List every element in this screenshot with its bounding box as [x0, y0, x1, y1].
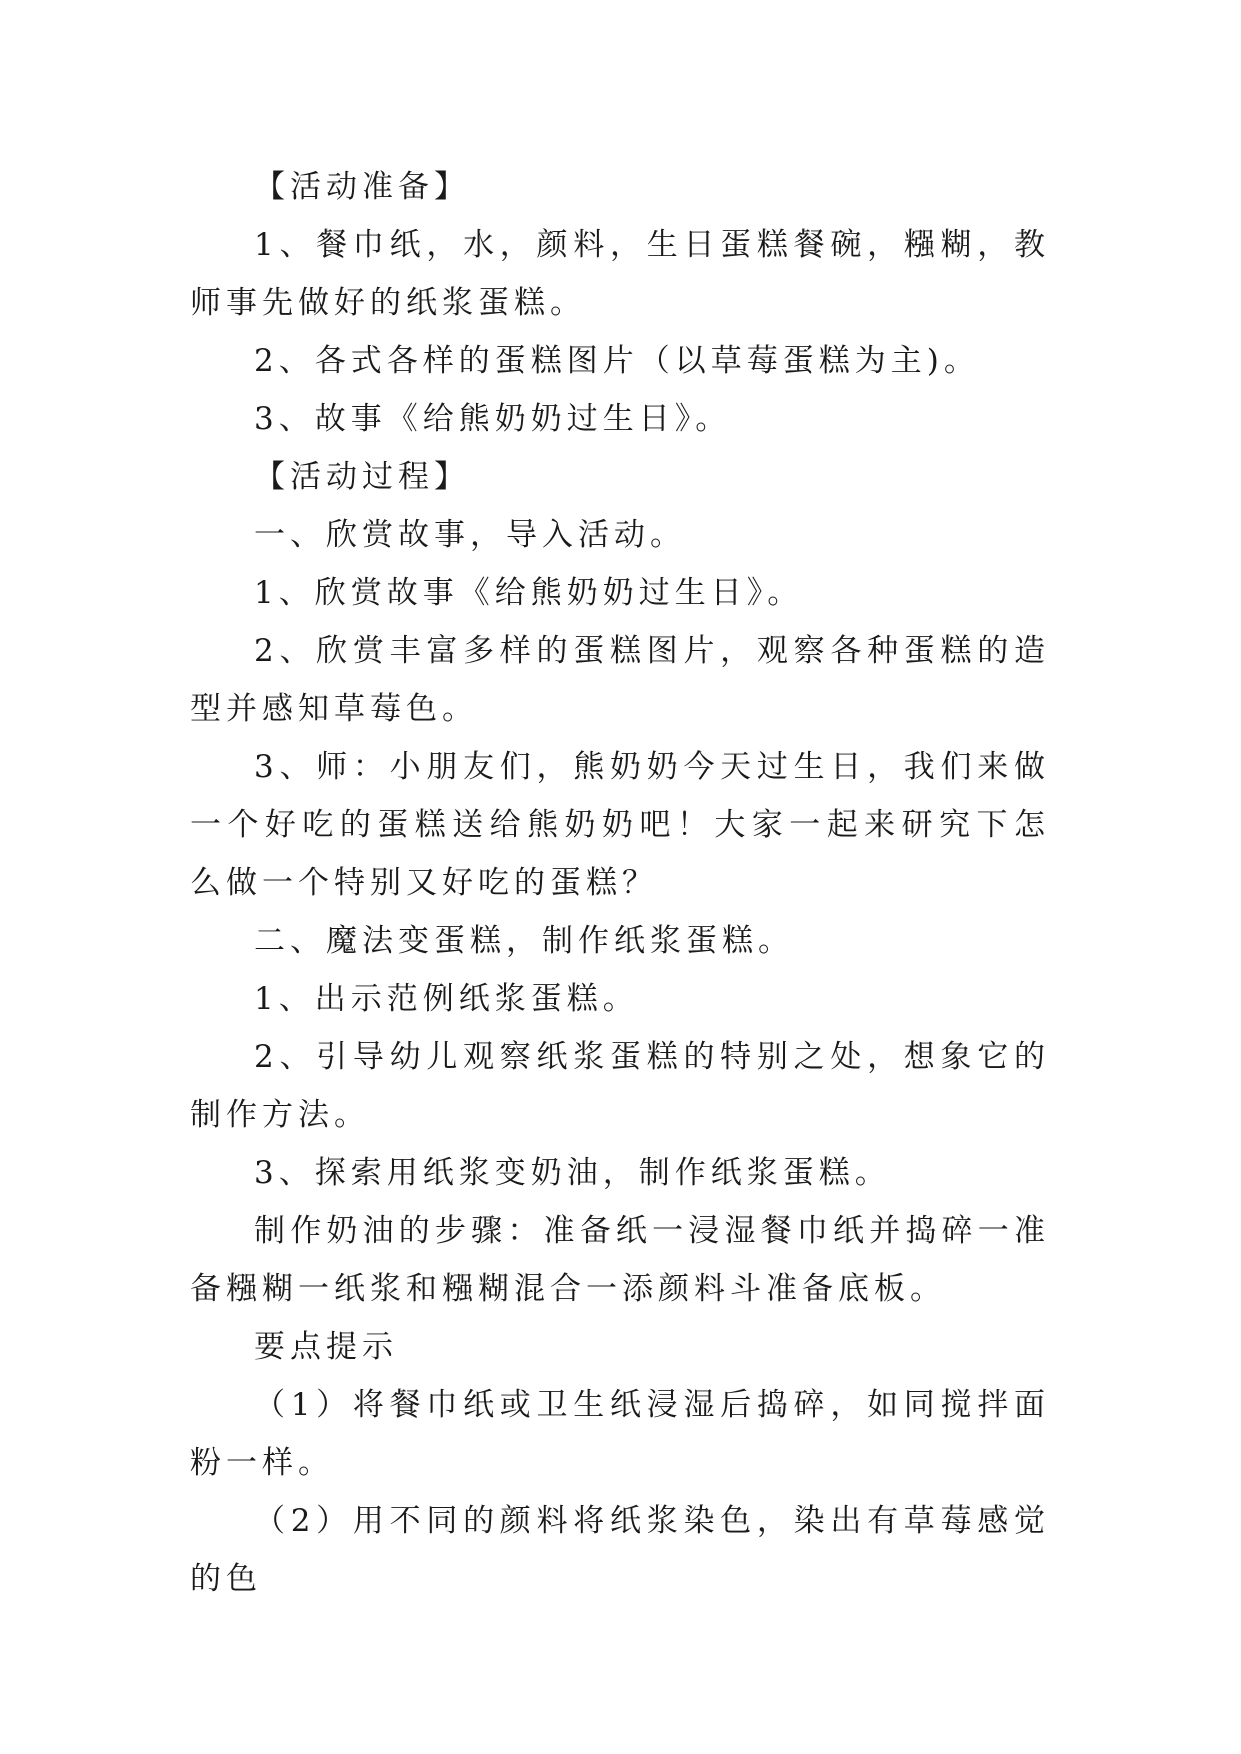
paragraph-step-two-title: 二、魔法变蛋糕，制作纸浆蛋糕。: [254, 923, 794, 959]
section-heading-preparation: 【活动准备】: [254, 169, 470, 205]
paragraph-step-one-title: 一、欣赏故事，导入活动。: [254, 517, 686, 553]
paragraph-prep-3: 3、故事《给熊奶奶过生日》。: [254, 401, 732, 437]
section-heading-process: 【活动过程】: [254, 459, 470, 495]
paragraph-key-points-heading: 要点提示: [254, 1329, 398, 1365]
paragraph-key-point-1: （1）将餐巾纸或卫生纸浸湿后捣碎，如同搅拌面粉一样。: [190, 1387, 1050, 1481]
paragraph-cream-steps: 制作奶油的步骤：准备纸一浸湿餐巾纸并捣碎一准备糨糊一纸浆和糨糊混合一添颜料斗准备底板。: [190, 1213, 1050, 1307]
paragraph-key-point-2: （2）用不同的颜料将纸浆染色，染出有草莓感觉的色: [190, 1503, 1050, 1597]
paragraph-step-one-1: 1、欣赏故事《给熊奶奶过生日》。: [254, 575, 804, 611]
paragraph-step-one-2: 2、欣赏丰富多样的蛋糕图片，观察各种蛋糕的造型并感知草莓色。: [190, 633, 1050, 727]
paragraph-step-two-1: 1、出示范例纸浆蛋糕。: [254, 981, 639, 1017]
paragraph-prep-1: 1、餐巾纸，水，颜料，生日蛋糕餐碗，糨糊，教师事先做好的纸浆蛋糕。: [190, 227, 1050, 321]
paragraph-step-two-3: 3、探索用纸浆变奶油，制作纸浆蛋糕。: [254, 1155, 891, 1191]
paragraph-prep-2: 2、各式各样的蛋糕图片（以草莓蛋糕为主)。: [254, 343, 980, 379]
document-body: [190, 158, 1050, 1608]
paragraph-step-one-3: 3、师：小朋友们，熊奶奶今天过生日，我们来做一个好吃的蛋糕送给熊奶奶吧！大家一起来研究下怎么做一个特别又好吃的蛋糕？: [190, 749, 1050, 901]
paragraph-step-two-2: 2、引导幼儿观察纸浆蛋糕的特别之处，想象它的制作方法。: [190, 1039, 1050, 1133]
